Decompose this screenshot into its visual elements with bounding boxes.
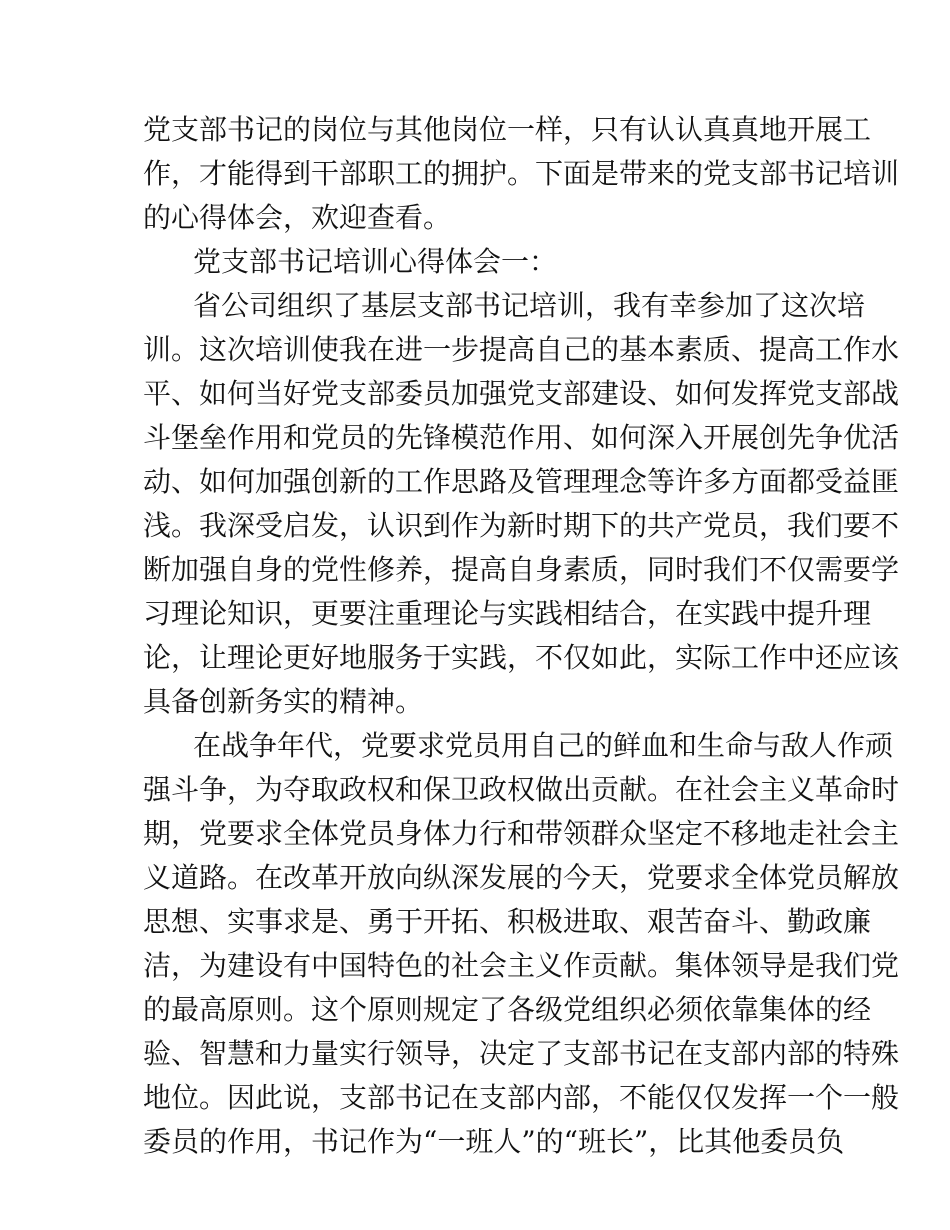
text-line: 浅。我深受启发，认识到作为新时期下的共产党员，我们要不 xyxy=(143,509,900,542)
text-line: 期，党要求全体党员身体力行和带领群众坚定不移地走社会主 xyxy=(143,817,900,850)
text-line: 验、智慧和力量实行领导，决定了支部书记在支部内部的特殊 xyxy=(143,1037,900,1070)
text-line: 党支部书记的岗位与其他岗位一样，只有认认真真地开展工 xyxy=(143,113,872,146)
text-line: 具备创新务实的精神。 xyxy=(143,685,424,718)
text-line: 委员的作用，书记作为“一班人”的“班长”，比其他委员负 xyxy=(143,1125,845,1158)
text-line: 动、如何加强创新的工作思路及管理理念等许多方面都受益匪 xyxy=(143,465,900,498)
text-line: 斗堡垒作用和党员的先锋模范作用、如何深入开展创先争优活 xyxy=(143,421,900,454)
text-line: 省公司组织了基层支部书记培训，我有幸参加了这次培 xyxy=(193,289,866,322)
text-line: 习理论知识，更要注重理论与实践相结合，在实践中提升理 xyxy=(143,597,872,630)
text-line: 训。这次培训使我在进一步提高自己的基本素质、提高工作水 xyxy=(143,333,900,366)
text-line: 洁，为建设有中国特色的社会主义作贡献。集体领导是我们党 xyxy=(143,949,900,982)
text-line: 在战争年代，党要求党员用自己的鲜血和生命与敌人作顽 xyxy=(193,729,894,762)
text-line: 的心得体会，欢迎查看。 xyxy=(143,201,452,234)
text-line: 强斗争，为夺取政权和保卫政权做出贡献。在社会主义革命时 xyxy=(143,773,900,806)
text-line: 断加强自身的党性修养，提高自身素质，同时我们不仅需要学 xyxy=(143,553,900,586)
text-line: 思想、实事求是、勇于开拓、积极进取、艰苦奋斗、勤政廉 xyxy=(143,905,872,938)
text-line: 作，才能得到干部职工的拥护。下面是带来的党支部书记培训 xyxy=(143,157,900,190)
body-text xyxy=(143,108,900,1164)
text-line: 平、如何当好党支部委员加强党支部建设、如何发挥党支部战 xyxy=(143,377,900,410)
text-line: 论，让理论更好地服务于实践，不仅如此，实际工作中还应该 xyxy=(143,641,900,674)
text-line: 的最高原则。这个原则规定了各级党组织必须依靠集体的经 xyxy=(143,993,872,1026)
text-line: 义道路。在改革开放向纵深发展的今天，党要求全体党员解放 xyxy=(143,861,900,894)
text-line: 地位。因此说，支部书记在支部内部，不能仅仅发挥一个一般 xyxy=(143,1081,900,1114)
section-heading: 党支部书记培训心得体会一： xyxy=(193,245,558,278)
